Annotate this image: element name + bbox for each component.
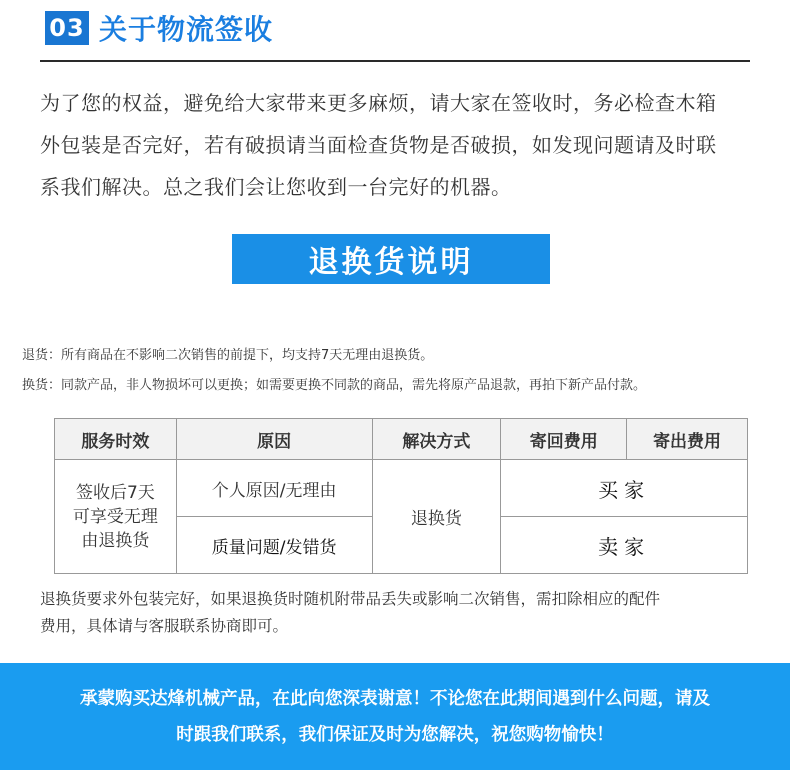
intro-line: 系我们解决。总之我们会让您收到一台完好的机器。 [40,175,512,199]
header-reason: 原因 [176,419,372,460]
return-policy-table [54,418,748,574]
section-number-badge: 03 [45,11,89,45]
footer-line: 承蒙购买达烽机械产品，在此向您深表谢意！不论您在此期间遇到什么问题，请及 [80,688,710,709]
note-line: 费用，具体请与客服联系协商即可。 [40,617,289,635]
note-line: 退换货要求外包装完好，如果退换货时随机附带品丢失或影响二次销售，需扣除相应的配件 [40,590,661,608]
resolution-cell: 退换货 [372,460,501,574]
return-rule: 退货：所有商品在不影响二次销售的前提下，均支持7天无理由退换货。 [22,348,434,363]
seller-cell: 卖家 [501,517,748,574]
service-period-line: 签收后7天 [75,482,155,503]
header-return-shipping: 寄回费用 [501,419,627,460]
section-title: 关于物流签收 [99,13,274,46]
header-resolution: 解决方式 [372,419,501,460]
buyer-cell: 买家 [501,460,748,517]
thank-you-footer [0,663,790,770]
service-period-line: 由退换货 [81,530,150,551]
service-period-line: 可享受无理 [72,506,158,527]
table-header-row [55,419,748,460]
table-row [55,460,748,517]
header-service-period: 服务时效 [55,419,177,460]
reason-personal-cell: 个人原因/无理由 [176,460,372,517]
service-period-cell [55,460,177,574]
section-header [45,8,273,48]
return-note [40,586,765,640]
intro-line: 为了您的权益，避免给大家带来更多麻烦，请大家在签收时，务必检查木箱 [40,91,717,115]
intro-line: 外包装是否完好，若有破损请当面检查货物是否破损，如发现问题请及时联 [40,133,717,157]
return-policy-banner: 退换货说明 [232,234,550,284]
reason-quality-cell: 质量问题/发错货 [176,517,372,574]
exchange-rule: 换货：同款产品，非人物损坏可以更换；如需要更换不同款的商品，需先将原产品退款，再拍下新产品付款。 [22,378,647,393]
header-outbound-shipping: 寄出费用 [627,419,748,460]
header-divider [40,60,750,62]
footer-line: 时跟我们联系，我们保证及时为您解决，祝您购物愉快！ [176,724,614,745]
intro-paragraph [40,82,760,208]
